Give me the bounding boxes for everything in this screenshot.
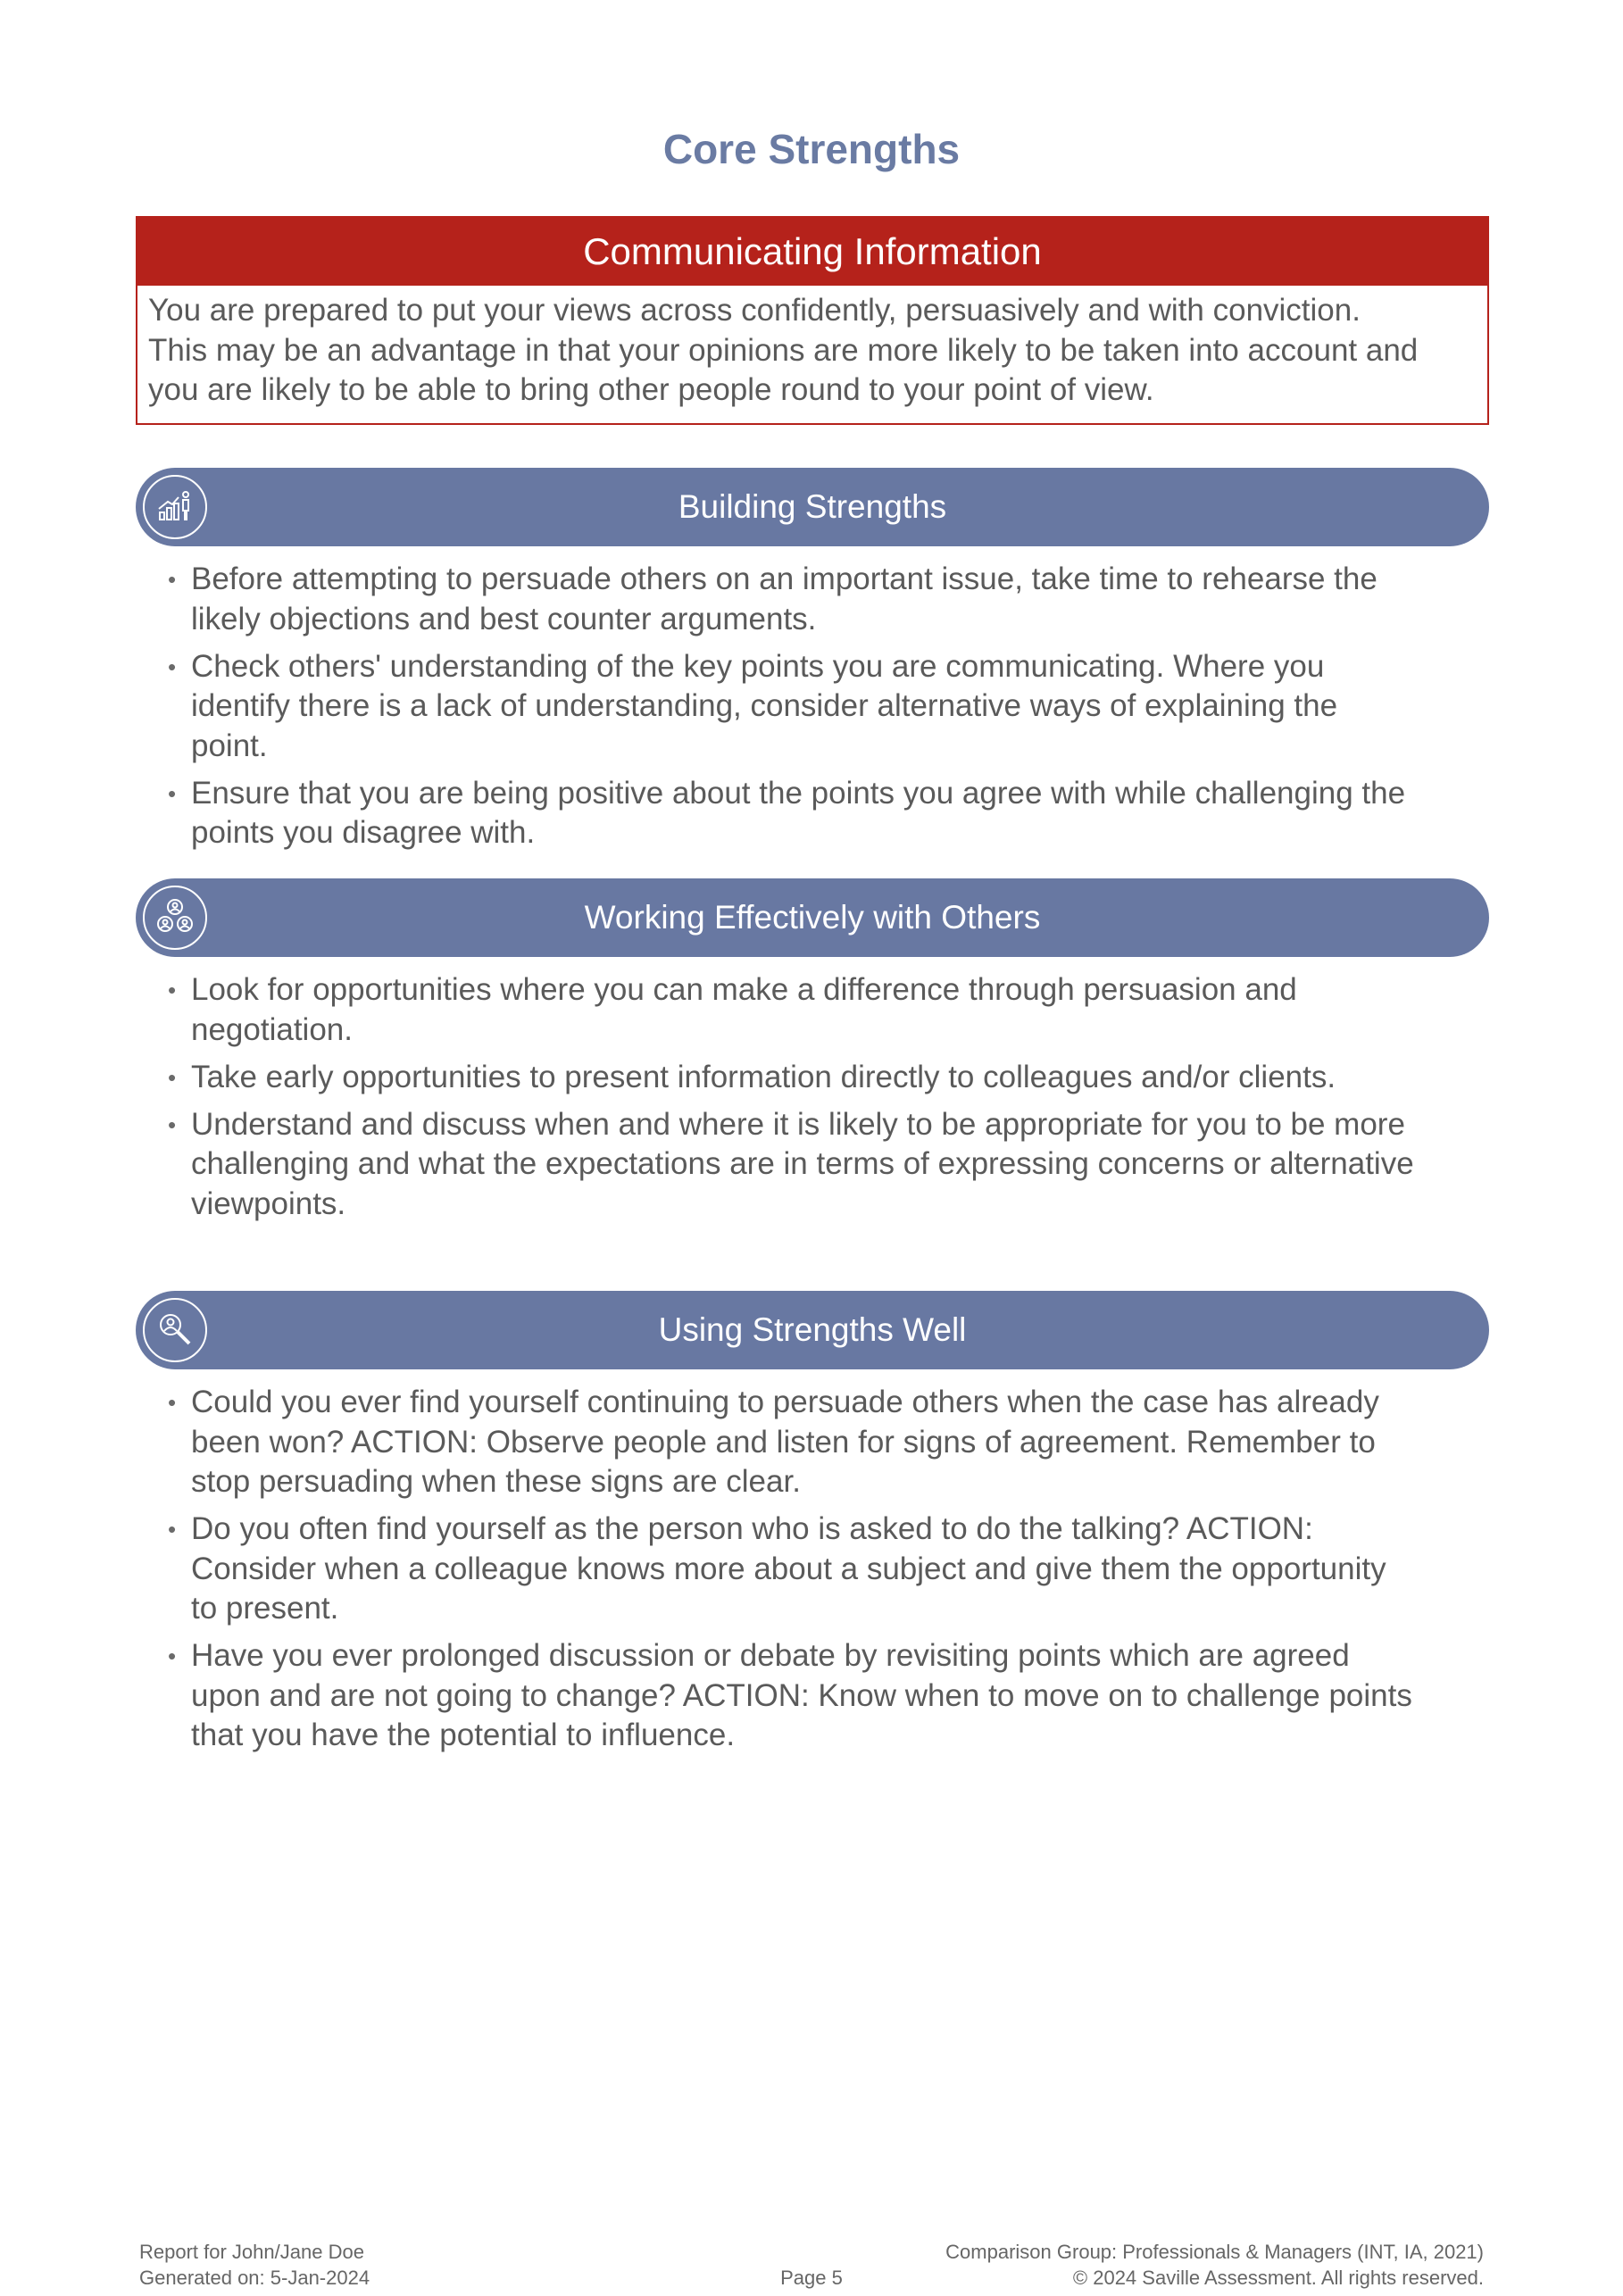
list-item: • Take early opportunities to present information directly to colleagues and/or clients. (168, 1058, 1418, 1098)
competency-description-line: you are likely to be able to bring other people round to your point of view. (148, 372, 1154, 407)
list-item: • Look for opportunities where you can make a difference through persuasion and negotiation. (168, 970, 1418, 1050)
building-strengths-list (168, 560, 1418, 861)
footer-comparison-group: Comparison Group: Professionals & Managers (INT, IA, 2021) (945, 2241, 1484, 2263)
list-item: • Ensure that you are being positive about the points you agree with while challenging the points you disagree with. (168, 774, 1418, 853)
list-item: • Understand and discuss when and where it is likely to be appropriate for you to be more challenging and what the expectations are in terms of expressing concerns or alternative viewpoints. (168, 1105, 1418, 1225)
competency-description (137, 286, 1487, 411)
competency-description-line: This may be an advantage in that your opinions are more likely to be taken into account and (148, 332, 1419, 368)
page-title: Core Strengths (662, 126, 961, 172)
using-strengths-well-list (168, 1383, 1418, 1763)
section-title: Using Strengths Well (658, 1311, 967, 1348)
competency-title: Communicating Information (137, 218, 1487, 286)
section-title: Building Strengths (678, 488, 947, 525)
footer-page-number: Page 5 (780, 2267, 843, 2289)
list-item: • Check others' understanding of the key points you are communicating. Where you identify there is a lack of understanding, consider alternative ways of explaining the point. (168, 647, 1418, 767)
list-item: • Have you ever prolonged discussion or debate by revisiting points which are agreed upon and are not going to change? ACTION: Know when to move on to challenge points that you have the potential to influence. (168, 1636, 1418, 1756)
section-header-using-strengths-well (136, 1291, 1489, 1369)
list-item: • Before attempting to persuade others on an important issue, take time to rehearse the likely objections and best counter arguments. (168, 560, 1418, 639)
competency-box (136, 216, 1489, 425)
list-item: • Do you often find yourself as the person who is asked to do the talking? ACTION: Consider when a colleague knows more about a subject and give them the opportunity to present. (168, 1510, 1418, 1629)
footer-generated-on: Generated on: 5-Jan-2024 (139, 2267, 370, 2289)
working-effectively-list (168, 970, 1418, 1232)
section-header-working-effectively (136, 878, 1489, 957)
footer-copyright: © 2024 Saville Assessment. All rights reserved. (1072, 2267, 1484, 2289)
competency-description-line: You are prepared to put your views across confidently, persuasively and with conviction. (148, 293, 1361, 328)
section-header-building-strengths (136, 468, 1489, 546)
footer-report-for: Report for John/Jane Doe (139, 2241, 364, 2263)
section-title: Working Effectively with Others (584, 899, 1041, 936)
footer-right (945, 2239, 1484, 2291)
list-item: • Could you ever find yourself continuing to persuade others when the case has already been won? ACTION: Observe people and listen for signs of agreement. Remember to stop persuading when these signs are clear. (168, 1383, 1418, 1502)
